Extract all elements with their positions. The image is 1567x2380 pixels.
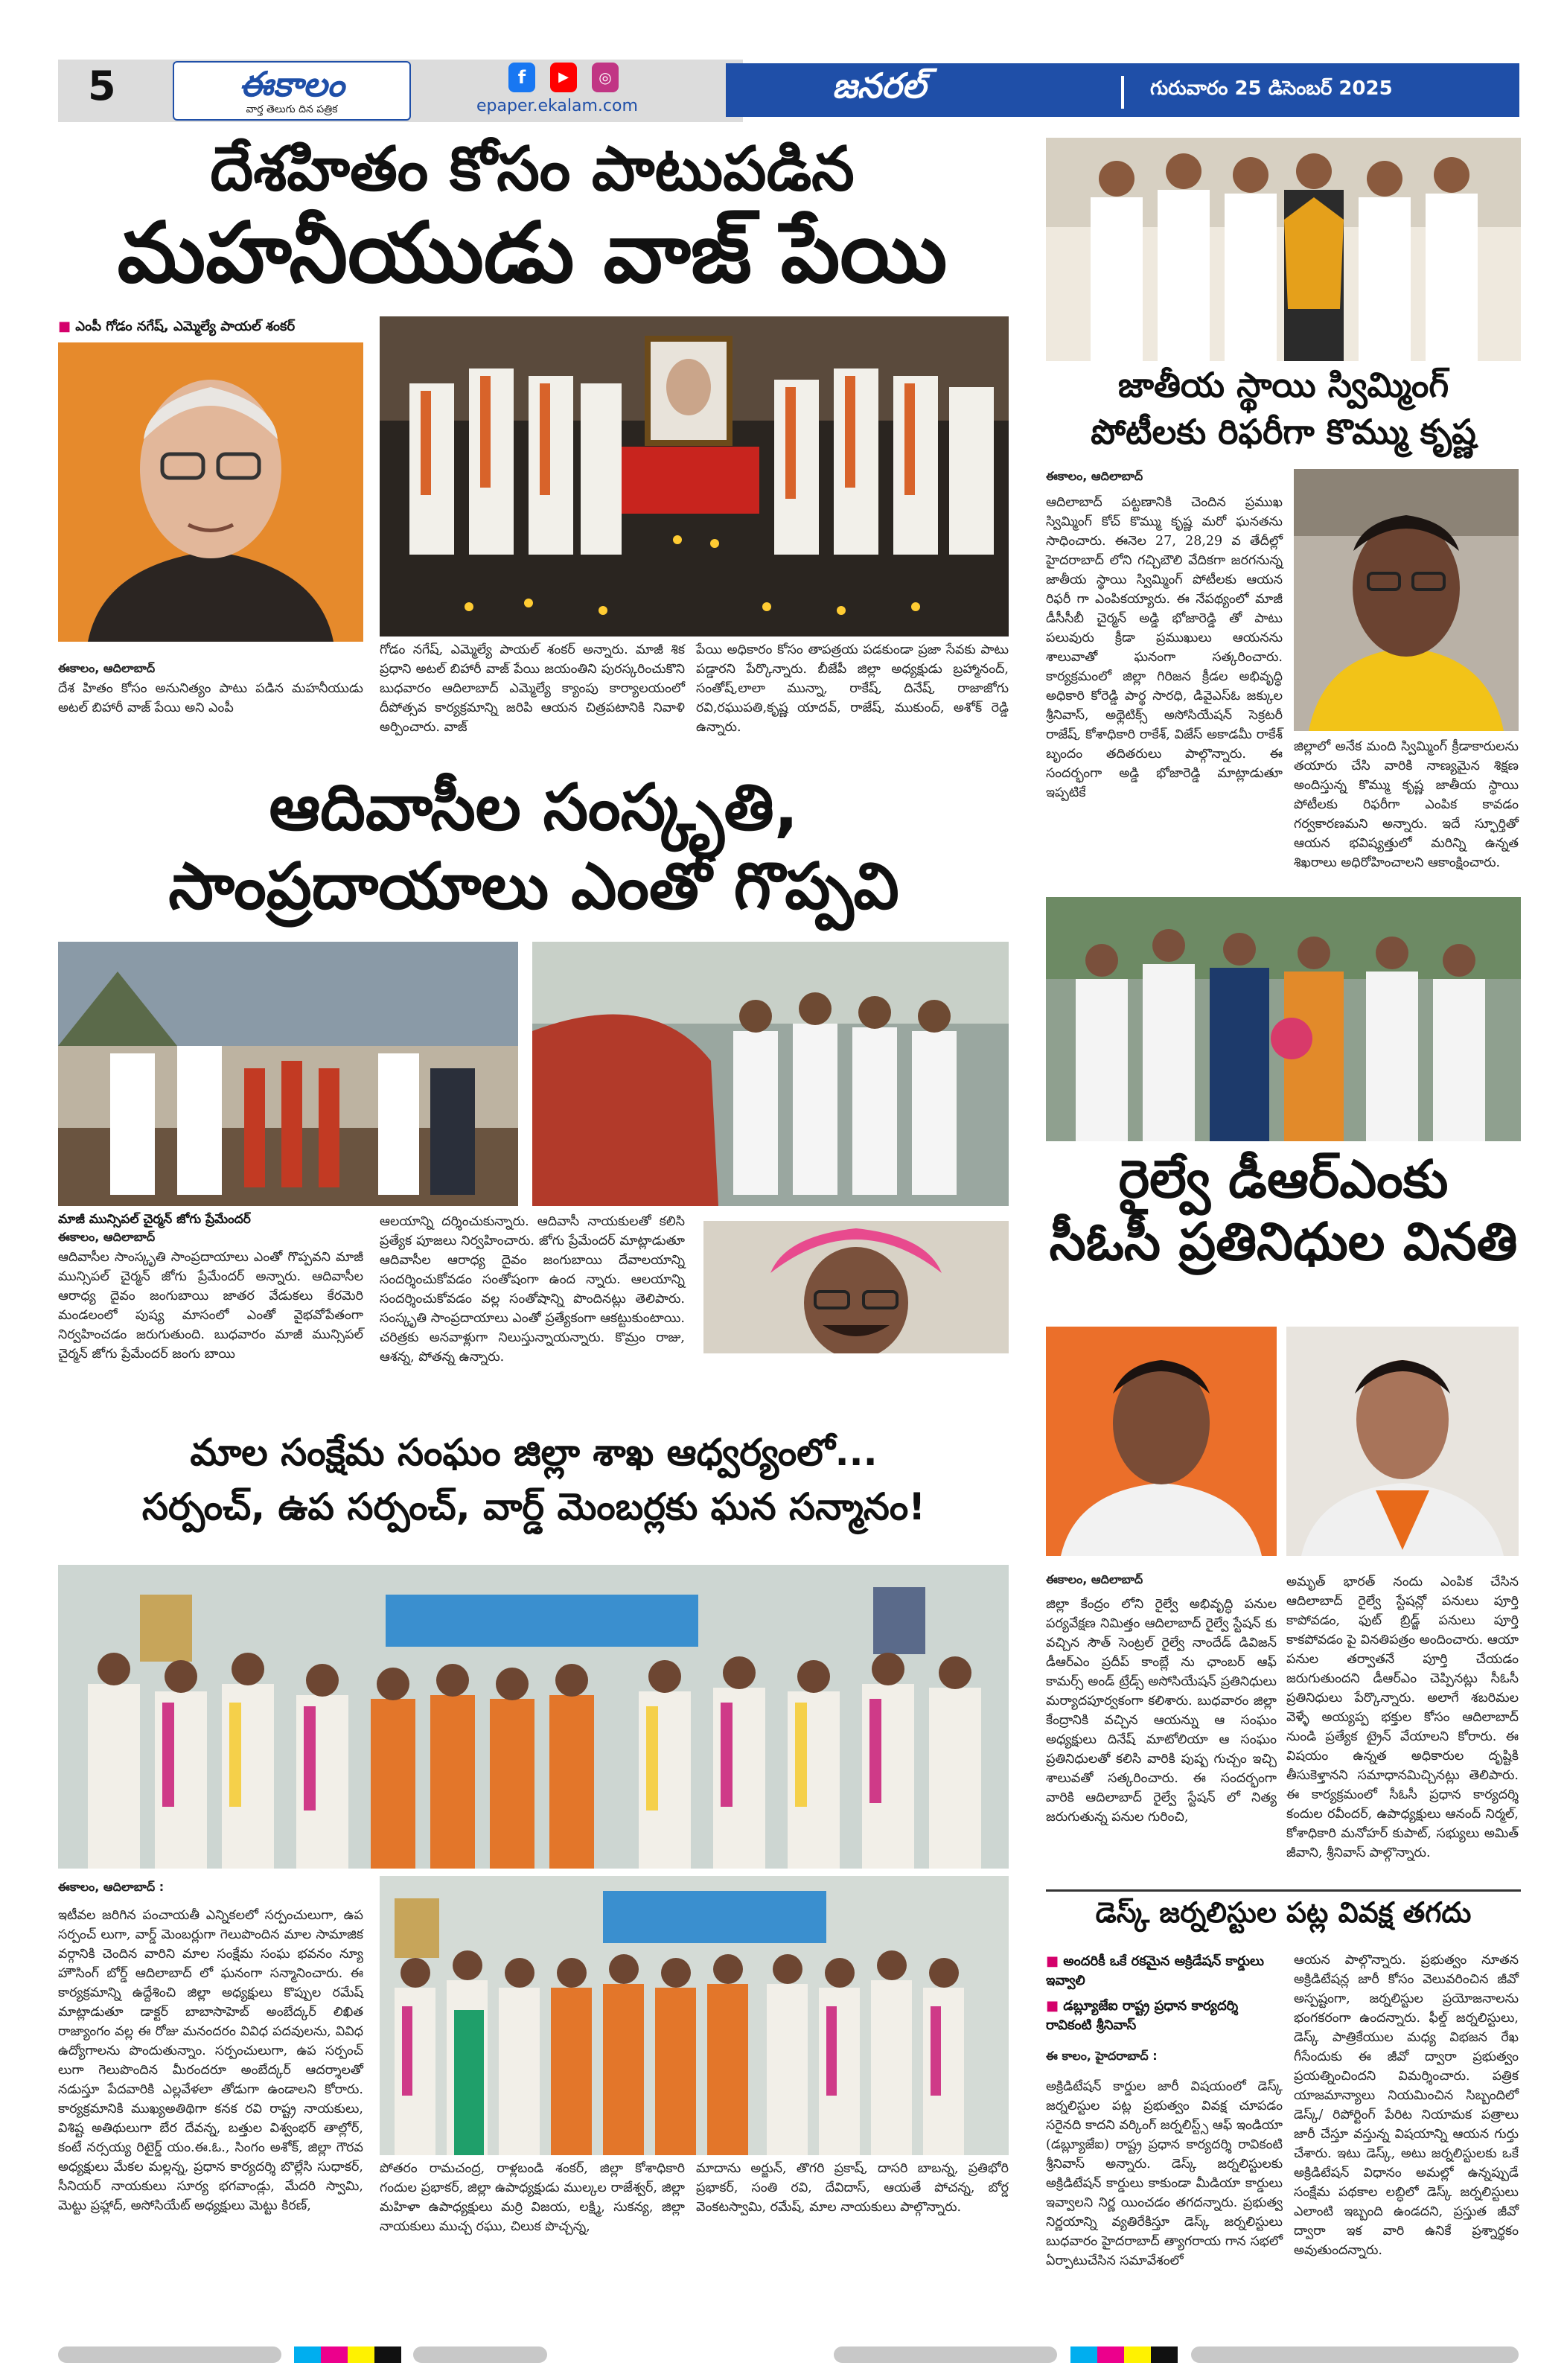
story4-col1: జిల్లా కేంద్రం లోని రైల్వే అభివృద్ధి పనుల పర్యవేక్షణ నిమిత్తం ఆదిలాబాద్ రైల్వే స్టేషన్ కు వచ్చిన సౌత్ సెంట్రల్ రైల్వే నాందేడ్ డివిజన్ డీఆర్ఎం ప్రదీప్ కాంబ్లే ను ఛాంబర్ ఆఫ్ కామర్స్ అండ్ ట్రేడ్స్ అసోసియేషన్ ప్రతినిధులు మర్యాదపూర్వకంగా కలిశారు. బుధవారం జిల్లా కేంద్రానికి వచ్చిన ఆయన్ను ఆ సంఘం అధ్యక్షులు దినేష్ మాటోలియా ఆ సంఘం ప్రతినిధులతో కలిసి వారికి పుష్ప గుచ్చం ఇచ్చి శాలువతో సత్కరించారు. ఈ సందర్భంగా వారికి ఆదిలాబాద్ రైల్వే స్టేషన్ లో నిత్య జరుగుతున్న పనుల గురించి, — [1046, 1597, 1277, 1825]
footer-grey-band-2 — [413, 2346, 547, 2363]
story6-col2: ఆయన పాల్గొన్నారు. ప్రభుత్వం నూతన అక్రిడిటేషన్ల జారీ కోసం వెలువరించిన జీవో అస్పష్టంగా, జర్నలిస్టుల ప్రయోజనాలను భంగకరంగా ఉందన్నారు. ఫీల్డ్ జర్నలిస్టులు, డెస్క్ పాత్రికేయుల మధ్య విభజన రేఖ గీసేందుకు ఈ జీవో ద్వారా ప్రభుత్వం ప్రయత్నించిందని విమర్శించారు. పత్రిక యాజమాన్యాలు నియమించిన సిబ్బందిలో డెస్క్/ రిపోర్టింగ్ పేరిట నియామక పత్రాలు జారీ చేస్తూ వస్తున్న విషయాన్ని ఆయన గుర్తు చేశారు. ఇటు డెస్క్, అటు జర్నలిస్టులకు ఒకే అక్రిడిటేషన్ విధానం అమల్లో ఉన్నప్పుడే సంక్షేమ పథకాల లబ్ధిలో డెస్క్ జర్నలిస్టులు ఎలాంటి ఇబ్బంది ఉండదని, ప్రస్తుత జీవో ద్వారా ఇక వారి ఉనికే ప్రశ్నార్థకం అవుతుందన్నారు. — [1294, 1953, 1519, 2258]
story1-col3: పేయి అధికారం కోసం తాపత్రయ పడకుండా ప్రజా సేవకు పాటు పడ్డారని పేర్కొన్నారు. బీజేపీ జిల్లా అధ్యక్షుడు బ్రహ్మానంద్, సంతోష్,లాలా మున్నా, రాకేష్, దినేష్, రాజాజోగు రవి,రఘుపతి,కృష్ణ యాదవ్, రాజేష్, ముకుంద్, అశోక్ రెడ్డి ఉన్నారు. — [696, 642, 1009, 735]
story6-bullet-1 — [1046, 1952, 1283, 1991]
story3-dateline: ఈకాలం, ఆదిలాబాద్ — [58, 1230, 156, 1244]
cmyk-cyan-swatch-2 — [1070, 2346, 1097, 2363]
story2-headline-line1: జాతీయ స్థాయి స్విమ్మింగ్ — [1117, 365, 1449, 405]
story6-bullet-1-text: అందరికీ ఒకే రకమైన అక్రిడేషన్ కార్డులు ఇవ్వాలి — [1046, 1953, 1265, 1988]
story4-headline-line1: రైల్వే డీఆర్ఎంకు — [1118, 1149, 1449, 1210]
story3-col1: ఆదివాసీల సాంస్కృతి సాంప్రదాయాలు ఎంతో గొప్పవని మాజీ మున్సిపల్ చైర్మన్ జోగు ప్రేమేందర్ అన్నారు. ఆదివాసీల ఆరాధ్య దైవం జంగుబాయి జాతర వేడుకలు కేరమెరి మండలంలో పుష్య మాసంలో ఎంతో వైభవోపేతంగా నిర్వహించడం జరుగుతుంది. బుధవారం మాజీ మున్సిపల్ చైర్మన్ జోగు ప్రేమేందర్ జంగు బాయి — [58, 1250, 363, 1362]
logo-tagline: వార్త తెలుగు దిన పత్రిక — [246, 103, 338, 115]
story4-col2: అమృత్ భారత్ నందు ఎంపిక చేసిన ఆదిలాబాద్ రైల్వే స్టేషన్లో పనులు పూర్తి కాపోవడం, ఫుట్ బ్రిడ్జ్ పనులు పూర్తి కాకపోవడం పై వినతిపత్రం అందించారు. ఆయా పనుల తర్వాతనే పూర్తి చేయడం జరుగుతుందని డీఆర్ఎం చెప్పినట్లు సీఓసీ ప్రతినిధులు పేర్కొన్నారు. అలాగే శబరిమల వెళ్ళే అయ్యప్ప భక్తుల కోసం ఆదిలాబాద్ నుండి ప్రత్యేక ట్రైన్ వేయాలని కోరారు. ఈ విషయం ఉన్నత అధికారుల దృష్టికి తీసుకెళ్తానని సమాధానమిచ్చినట్లు తెలిపారు. ఈ కార్యక్రమంలో సీఓసీ ప్రధాన కార్యదర్శి కందుల రవీందర్, ఉపాధ్యక్షులు ఆనంద్ నిర్మల్, కోశాధికారి మనోహర్ కుపాట్, సభ్యులు అమిత్ జీవాని, శ్రీనివాస్ పాల్గొన్నారు. — [1286, 1575, 1519, 1860]
story3-col2: ఆలయాన్ని దర్శించుకున్నారు. ఆదివాసీ నాయకులతో కలిసి ప్రత్యేక పూజలు నిర్వహించారు. జోగు ప్రేమేందర్ మాట్లాడుతూ ఆదివాసీల ఆరాధ్య దైవం జంగుబాయి దేవాలయాన్ని సందర్శించుకోవడం సంతోషంగా ఉంద న్నారు. ఆలయాన్ని సందర్శించుకోవడం వల్ల సంతోషాన్ని పొందినట్లు తెలిపారు. సంస్కృతి సాంప్రదాయాలు ఎంతో ప్రత్యేకంగా ఆకట్టుకుంటాయి. చరిత్రకు అనవాళ్లుగా నిలుస్తున్నాయన్నారు. కొమ్రం రాజు, ఆశన్న, పోతన్న ఉన్నారు. — [380, 1214, 685, 1365]
story1-col1: దేశ హితం కోసం అనునిత్యం పాటు పడిన మహనీయుడు అటల్ బిహారీ వాజ్ పేయి అని ఎంపీ — [58, 681, 363, 715]
cmyk-black-swatch — [374, 2346, 401, 2363]
cmyk-black-swatch-2 — [1151, 2346, 1178, 2363]
instagram-icon[interactable]: ◎ — [592, 63, 619, 92]
footer-grey-band-4 — [1191, 2346, 1519, 2363]
jangubai-temple-photo-2 — [532, 942, 1009, 1206]
bullet-icon: ■ — [58, 319, 76, 334]
cmyk-yellow-swatch — [348, 2346, 374, 2363]
footer-grey-band-3 — [834, 2346, 1057, 2363]
story6-col1: అక్రిడిటేషన్ కార్డుల జారీ విషయంలో డెస్క్ జర్నలిస్టుల పట్ల ప్రభుత్వం వివక్ష చూపడం సరైనది కాదని వర్కింగ్ జర్నలిస్ట్స్ ఆఫ్ ఇండియా (డబ్ల్యూజేఐ) రాష్ట్ర ప్రధాన కార్యదర్శి రావికంటి శ్రీనివాస్ అన్నారు. డెస్క్ జర్నలిస్టులకు అక్రిడిటేషన్ కార్డులు కాకుండా మీడియా కార్డులు ఇవ్వాలని నిర్ణ యించడం తగదన్నారు. ప్రభుత్వ నిర్ణయాన్ని వ్యతిరేకిస్తూ డెస్క్ జర్నలిస్టులు బుధవారం హైదరాబాద్ త్యాగరాయ గాన సభలో ఏర్పాటుచేసిన సమావేశంలో — [1046, 2079, 1283, 2268]
story2-dateline: ఈకాలం, ఆదిలాబాద్ — [1046, 469, 1143, 483]
story1-bullet-text: ఎంపీ గోడం నగేష్, ఎమ్మెల్యే పాయల్ శంకర్ — [75, 319, 296, 334]
jogu-premender-portrait — [703, 1221, 1009, 1353]
mala-sangham-group-photo-2 — [380, 1876, 1009, 2155]
jangubai-temple-photo-1 — [58, 942, 518, 1206]
story2-headline-line2: పోటీలకు రిఫరీగా కొమ్ము కృష్ణ — [1091, 412, 1476, 452]
story4-dateline: ఈకాలం, ఆదిలాబాద్ — [1046, 1572, 1143, 1586]
cmyk-yellow-swatch-2 — [1124, 2346, 1151, 2363]
logo-wordmark: ఈకాలం — [239, 64, 345, 104]
story1-dateline: ఈకాలం, ఆదిలాబాద్ — [58, 661, 156, 675]
story5-col1: ఇటీవల జరిగిన పంచాయతీ ఎన్నికలలో సర్పంచులుగా, ఉప సర్పంచ్ లుగా, వార్డ్ మెంబర్లుగా గెలుపొందిన మాల సామాజిక వర్గానికి చెందిన వారిని మాల సంక్షేమ సంఘ భవనం న్యూ హౌసింగ్ బోర్డ్ ఆదిలాబాద్ లో ఘనంగా సన్మానించారు. ఈ కార్యక్రమాన్ని ఉద్దేశించి జిల్లా అధ్యక్షులు కొప్పుల రమేష్ మాట్లాడుతూ డాక్టర్ బాబాసాహెబ్ అంబేద్కర్ లిఖిత రాజ్యాంగం వల్ల ఈ రోజు మనందరం వివిధ పదవులను, వివిధ ఉద్యోగాలను పొందుతున్నాం. సర్పంచులుగా, ఉప సర్పంచ్ లుగా గెలుపొందిన మీరందరూ అంబేద్కర్ ఆదర్శాలతో నడుస్తూ పేదవారికి ఎల్లవేళలా తోడుగా ఉండాలని కోరారు. కార్యక్రమానికి ముఖ్యఅతిథిగా కనక రవి రాష్ట్ర నాయకులు, విశిష్ట అతిథులుగా బేర దేవన్న, బత్తుల విశ్వంభర్ తాల్లోర్, కంటే నర్సయ్య రిటైర్డ్ యం.ఈ.ఓ., సింగం అశోక్, జిల్లా గౌరవ అధ్యక్షులు మేకల మల్లన్న, ప్రధాన కార్యదర్శి బొల్లేసి సుధాకర్, సీనియర్ నాయకులు సూర్య భగవాండ్లు, మేదరి స్వామి, మెట్టు ప్రహ్లాద్, అసోసియేట్ అధ్యక్షులు మెట్టు కిరణ్, — [58, 1908, 363, 2213]
facebook-icon[interactable]: f — [508, 63, 535, 92]
story3-headline-line1: ఆదివాసీల సంస్కృతి, — [269, 771, 799, 845]
bullet-icon: ■ — [1046, 1998, 1064, 2014]
story6-dateline: ఈ కాలం, హైదరాబాద్ : — [1046, 2049, 1158, 2063]
story2-text-narrow: ఆదిలాబాద్ పట్టణానికి చెందిన ప్రముఖ స్విమ్మింగ్ కోచ్ కొమ్ము కృష్ణ మరో ఘనతను సాధించారు. ఈనెల 27, 28,29 వ తేదీల్లో హైదరాబాద్ లోని గచ్చిబౌలి వేదికగా జరగనున్న జాతీయ స్థాయి స్విమ్మింగ్ పోటీలకు ఆయన రిఫరీ గా ఎంపికయ్యారు. ఈ నేపథ్యంలో మాజీ డీసీసీబీ చైర్మన్ అడ్డి భోజారెడ్డి తో పాటు పలువురు క్రీడా ప్రముఖులు ఆయనను శాలువాతో ఘనంగా సత్కరించారు. కార్యక్రమంలో జిల్లా గిరిజన క్రీడల అభివృద్ధి అధికారి కోరెడ్డి పార్థ సారధి, డివైఎస్ఓ జక్కుల శ్రీనివాస్, అథ్లెటిక్స్ అసోసియేషన్ సెక్రటరీ రాజేష్, కోశాధికారి రాకేశ్, విజేస్ అకాడమీ రాకేశ్ బృందం తదితరులు పాల్గొన్నారు. ఈ సందర్భంగా అడ్డి భోజారెడ్డి మాట్లాడుతూ ఇప్పటికే — [1046, 495, 1283, 800]
story6-headline: డెస్క్ జర్నలిస్టుల పట్ల వివక్ష తగదు — [1095, 1896, 1472, 1929]
story3-headline-line2: సాంప్రదాయాలు ఎంతో గొప్పవి — [168, 849, 899, 924]
cmyk-cyan-swatch — [294, 2346, 321, 2363]
cmyk-magenta-swatch-2 — [1097, 2346, 1124, 2363]
komma-krishna-portrait — [1294, 469, 1519, 731]
story1-headline-line1: దేశహితం కోసం పాటుపడిన — [210, 134, 855, 205]
story5-col3: మాదాను అర్జున్, తొగరి ప్రకాష్, దాసరి బాబన్న, ప్రతిభోరి ప్రభాకర్, సంతి రవి, దేవిదాస్, ఆయతే పోచన్న, బోర్డ వెంకటస్వామి, రమేష్, మాల నాయకులు పాల్గొన్నారు. — [696, 2161, 1009, 2215]
story6-top-rule — [1046, 1889, 1521, 1892]
masthead-logo — [173, 61, 411, 121]
section-divider — [1121, 76, 1124, 109]
section-title: జనరల్ — [832, 66, 926, 106]
story6-bullet-2-text: డబ్ల్యూజేఐ రాష్ట్ర ప్రధాన కార్యదర్శి రావికంటి శ్రీనివాస్ — [1046, 1998, 1239, 2033]
footer-grey-band-1 — [58, 2346, 281, 2363]
story3-caption: మాజీ మున్సిపల్ చైర్మన్ జోగు ప్రేమేందర్ — [58, 1212, 251, 1227]
deepotsavam-photo — [380, 316, 1009, 637]
issue-date: గురువారం 25 డిసెంబర్ 2025 — [1150, 77, 1393, 100]
epaper-link[interactable]: epaper.ekalam.com — [476, 97, 638, 115]
story4-headline-line2: సీఓసీ ప్రతినిధుల వినతి — [1049, 1211, 1518, 1272]
story5-col2: పోతరం రామచంద్ర, రాళ్లబండి శంకర్, జిల్లా కోశాధికారి గందుల ప్రభాకర్, జిల్లా ఉపాధ్యక్షుడు ముల్కల రాజేశ్వర్, జిల్లా మహిళా ఉపాధ్యక్షులు మర్రి విజయ, లక్ష్మి, సుకన్య, జిల్లా నాయకులు ముచ్చ రఘు, చిలుక పొచ్చన్న, — [380, 2161, 685, 2234]
bullet-icon: ■ — [1046, 1953, 1064, 1969]
vajpayee-portrait — [58, 342, 363, 642]
story5-headline-line1: మాల సంక్షేమ సంఘం జిల్లా శాఖ ఆధ్వర్యంలో... — [190, 1431, 878, 1474]
story2-text-col: జిల్లాలో అనేక మంది స్విమ్మింగ్ క్రీడాకారులను తయారు చేసి వారికి నాణ్యమైన శిక్షణ అందిస్తున్న కొమ్ము కృష్ణ జాతీయ స్థాయి పోటీలకు రిఫరీగా ఎంపిక కావడం గర్వకారణమని అన్నారు. ఇదే స్ఫూర్తితో ఆయన భవిష్యత్తులో మరిన్ని ఉన్నత శిఖరాలు అధిరోహించాలని ఆకాంక్షించారు. — [1294, 739, 1519, 870]
story5-dateline: ఈకాలం, ఆదిలాబాద్ : — [58, 1880, 165, 1894]
story6-bullet-2 — [1046, 1997, 1283, 2035]
story1-col2: గోడం నగేష్, ఎమ్మెల్యే పాయల్ శంకర్ అన్నారు. మాజీ శిక ప్రధాని అటల్ బిహారీ వాజ్ పేయి జయంతిని పురస్కరించుకొని బుధవారం ఆదిలాబాద్ ఎమ్మెల్యే క్యాంపు కార్యాలయంలో దీపోత్సవ కార్యక్రమాన్ని జరిపి ఆయన చిత్రపటానికి నివాళి అర్పించారు. వాజ్ — [380, 642, 685, 735]
cmyk-magenta-swatch — [321, 2346, 348, 2363]
swimming-felicitation-photo — [1046, 138, 1521, 361]
coc-member-portrait-1 — [1046, 1327, 1277, 1556]
youtube-icon[interactable]: ▶ — [550, 63, 577, 92]
story5-headline-line2: సర్పంచ్, ఉప సర్పంచ్, వార్డ్ మెంబర్లకు ఘన సన్మానం! — [141, 1485, 926, 1528]
story1-bullet — [58, 317, 371, 336]
story1-headline-line2: మహనీయుడు వాజ్ పేయి — [117, 205, 948, 302]
coc-member-portrait-2 — [1286, 1327, 1519, 1556]
railway-drm-meeting-photo — [1046, 897, 1521, 1141]
page-number: 5 — [88, 63, 116, 109]
mala-sangham-group-photo-1 — [58, 1565, 1009, 1869]
